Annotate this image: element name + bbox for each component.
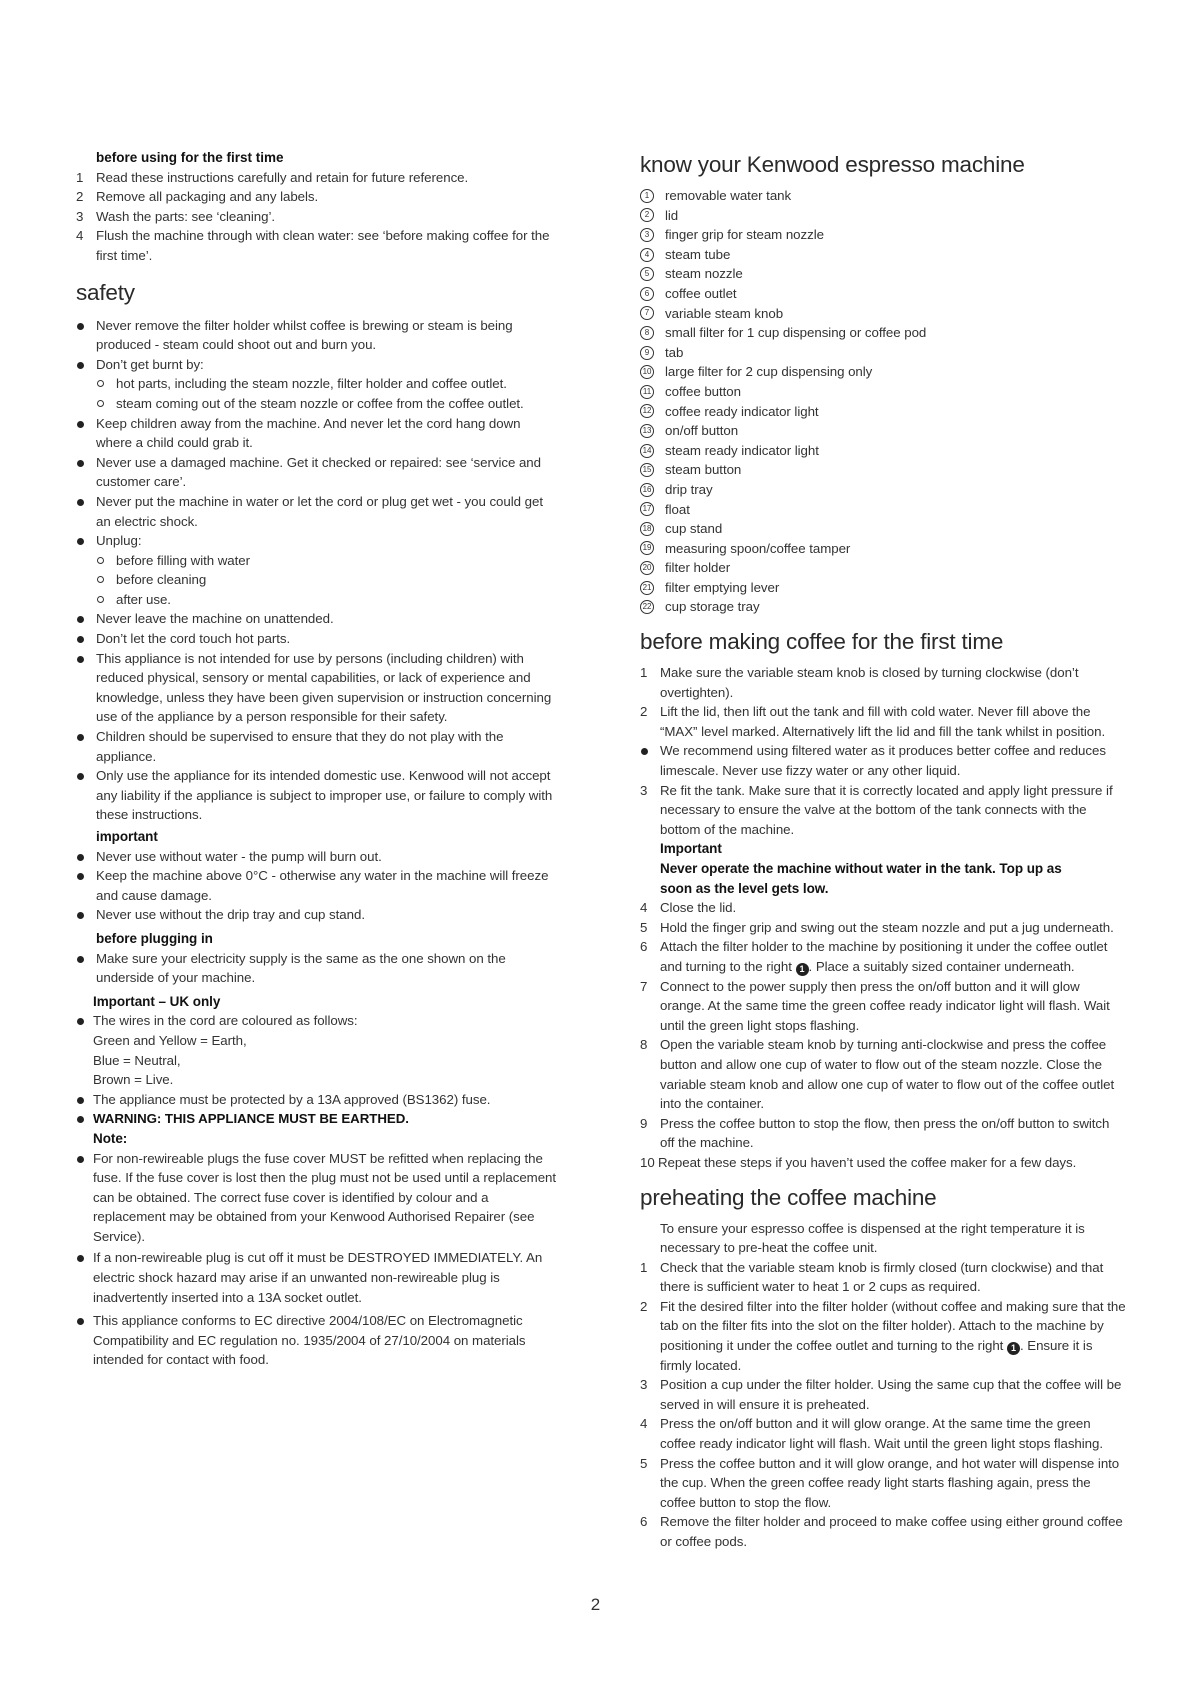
plugging-heading: before plugging in xyxy=(96,930,213,946)
part-label: steam ready indicator light xyxy=(665,442,819,458)
part-number: 9 xyxy=(640,346,654,360)
part-item xyxy=(640,597,1150,617)
part-item xyxy=(640,460,1150,480)
bullet: Unplug: xyxy=(76,531,586,551)
step: 7 Connect to the power supply then press the on/off button and it will glow orange. At the same time the green coffee ready indicator light will flash. Wait until the green light stops flashing. xyxy=(640,978,1110,1033)
part-label: on/off button xyxy=(665,423,739,439)
part-label: coffee button xyxy=(665,383,741,399)
part-number: 17 xyxy=(640,502,654,516)
important-text: Never operate the machine without water in the tank. Top up as soon as the level gets low. xyxy=(660,861,1062,896)
part-number: 10 xyxy=(640,365,654,379)
part-label: finger grip for steam nozzle xyxy=(665,227,824,243)
part-label: small filter for 1 cup dispensing or coffee pod xyxy=(665,325,927,341)
bullet: Make sure your electricity supply is the same as the one shown on the underside of your machine. xyxy=(76,949,586,988)
safety-list xyxy=(76,316,586,1370)
part-number: 15 xyxy=(640,463,654,477)
part-label: tab xyxy=(665,344,684,360)
part-number: 3 xyxy=(640,228,654,242)
safety-heading: safety xyxy=(76,279,135,305)
part-number: 18 xyxy=(640,522,654,536)
part-number: 6 xyxy=(640,287,654,301)
important-heading: Important xyxy=(660,841,722,857)
before-coffee-list xyxy=(640,663,1150,1172)
bullet: Don’t let the cord touch hot parts. xyxy=(76,629,586,649)
bullet: The wires in the cord are coloured as follows: Green and Yellow = Earth, Blue = Neutral, Brown = Live. xyxy=(76,1011,586,1089)
bullet: Never put the machine in water or let the cord or plug get wet - you could get an electric shock. xyxy=(76,492,586,531)
part-label: variable steam knob xyxy=(665,305,784,321)
bullet: This appliance conforms to EC directive 2004/108/EC on Electromagnetic Compatibility and EC regulation no. 1935/2004 of 27/10/2004 on materials intended for contact with food. xyxy=(76,1311,586,1370)
step: 3 Position a cup under the filter holder. Using the same cup that the coffee will be served in will ensure it is preheated. xyxy=(640,1377,1122,1412)
step: 2 Remove all packaging and any labels. xyxy=(76,189,319,205)
note-heading: Note: xyxy=(93,1130,128,1146)
right-column xyxy=(640,148,1150,1552)
part-number: 5 xyxy=(640,267,654,281)
step: 1 Check that the variable steam knob is firmly closed (turn clockwise) and that there is sufficient water to heat 1 or 2 cups as required. xyxy=(640,1259,1104,1295)
step: 4 Flush the machine through with clean water: see ‘before making coffee for the first time’. xyxy=(76,228,550,263)
part-item xyxy=(640,284,1150,304)
step: 1 Read these instructions carefully and retain for future reference. xyxy=(76,169,469,185)
parts-list xyxy=(640,186,1150,617)
bullet: Keep children away from the machine. And never let the cord hang down where a child could grab it. xyxy=(76,414,586,453)
bullet: Never use without water - the pump will burn out. xyxy=(76,847,586,867)
part-number: 16 xyxy=(640,483,654,497)
part-item xyxy=(640,519,1150,539)
part-item xyxy=(640,500,1150,520)
step: 6 Remove the filter holder and proceed to make coffee using either ground coffee or coffee pods. xyxy=(640,1514,1123,1549)
part-label: coffee ready indicator light xyxy=(665,403,819,419)
part-label: steam tube xyxy=(665,246,731,262)
part-number: 2 xyxy=(640,208,654,222)
part-label: lid xyxy=(665,207,679,223)
step-1-icon: 1 xyxy=(796,963,809,976)
uk-only-heading: Important – UK only xyxy=(93,993,221,1009)
part-label: measuring spoon/coffee tamper xyxy=(665,540,851,556)
step: 2 Fit the desired filter into the filter holder (without coffee and making sure that the tab on the filter fits into the slot on the filter holder). Attach to the machine by positioning it under the coffee outlet and turning to the right 1 . Ensure it is firmly located. xyxy=(640,1298,1126,1373)
part-label: large filter for 2 cup dispensing only xyxy=(665,364,873,380)
bullet: Never remove the filter holder whilst coffee is brewing or steam is being produced - steam could shoot out and burn you. xyxy=(76,316,586,355)
part-number: 12 xyxy=(640,404,654,418)
step: 8 Open the variable steam knob by turning anti-clockwise and press the coffee button and allow one cup of water to flow out of the steam nozzle. Close the variable steam knob and allow one cup of water to flow out of the coffee outlet into the container. xyxy=(640,1037,1115,1112)
part-number: 4 xyxy=(640,248,654,262)
sub-bullet: before cleaning xyxy=(76,570,586,590)
before-coffee-heading: before making coffee for the first time xyxy=(640,629,1004,655)
part-item xyxy=(640,578,1150,598)
important-heading: important xyxy=(96,829,158,844)
part-item xyxy=(640,323,1150,343)
bullet: The appliance must be protected by a 13A approved (BS1362) fuse. xyxy=(76,1090,586,1110)
bullet: This appliance is not intended for use by persons (including children) with reduced physical, sensory or mental capabilities, or lack of experience and knowledge, unless they have been given supervision or instruction concerning use of the appliance by a person responsible for their safety. xyxy=(76,649,586,727)
preheat-list xyxy=(640,1219,1150,1552)
part-item xyxy=(640,441,1150,461)
step: 5 Hold the finger grip and swing out the steam nozzle and put a jug underneath. xyxy=(640,919,1114,935)
sub-bullet: after use. xyxy=(76,590,586,610)
part-label: steam button xyxy=(665,462,742,478)
part-item xyxy=(640,539,1150,559)
preheat-heading: preheating the coffee machine xyxy=(640,1184,937,1210)
sub-bullet: steam coming out of the steam nozzle or coffee from the coffee outlet. xyxy=(76,394,586,414)
bullet: WARNING: THIS APPLIANCE MUST BE EARTHED. xyxy=(76,1109,586,1129)
step-1-icon: 1 xyxy=(1007,1342,1020,1355)
part-label: float xyxy=(665,501,690,517)
bullet: Never use without the drip tray and cup stand. xyxy=(76,905,586,925)
part-number: 21 xyxy=(640,581,654,595)
bullet: Don’t get burnt by: xyxy=(76,355,586,375)
part-item xyxy=(640,480,1150,500)
preheat-intro: To ensure your espresso coffee is dispensed at the right temperature it is necessary to pre-heat the coffee unit. xyxy=(660,1220,1085,1256)
part-label: drip tray xyxy=(665,481,713,497)
bullet: Never leave the machine on unattended. xyxy=(76,609,586,629)
part-item xyxy=(640,362,1150,382)
part-item xyxy=(640,558,1150,578)
part-item xyxy=(640,186,1150,206)
part-label: cup storage tray xyxy=(665,599,760,615)
first-time-heading: before using for the first time xyxy=(96,150,284,165)
part-number: 8 xyxy=(640,326,654,340)
bullet: If a non-rewireable plug is cut off it must be DESTROYED IMMEDIATELY. An electric shock hazard may arise if an unwanted non-rewireable plug is inadvertently inserted into a 13A socket outlet. xyxy=(76,1248,586,1307)
part-item xyxy=(640,382,1150,402)
bullet: Children should be supervised to ensure that they do not play with the appliance. xyxy=(76,727,586,766)
step: 9 Press the coffee button to stop the flow, then press the on/off button to switch off the machine. xyxy=(640,1115,1110,1151)
part-number: 22 xyxy=(640,600,654,614)
part-number: 20 xyxy=(640,561,654,575)
part-number: 1 xyxy=(640,189,654,203)
part-label: steam nozzle xyxy=(665,266,743,282)
left-column xyxy=(76,148,586,1370)
part-number: 13 xyxy=(640,424,654,438)
sub-bullet: hot parts, including the steam nozzle, filter holder and coffee outlet. xyxy=(76,374,586,394)
step: 10 Repeat these steps if you haven’t used the coffee maker for a few days. xyxy=(640,1154,1077,1170)
bullet: We recommend using filtered water as it produces better coffee and reduces limescale. Never use fizzy water or any other liquid. xyxy=(640,741,1150,780)
step: 5 Press the coffee button and it will glow orange, and hot water will dispense into the cup. When the green coffee ready light starts flashing again, press the coffee button to stop the flow. xyxy=(640,1455,1120,1510)
part-number: 14 xyxy=(640,444,654,458)
page-number: 2 xyxy=(590,1595,601,1614)
part-label: removable water tank xyxy=(665,188,792,203)
part-item xyxy=(640,264,1150,284)
bullet: Keep the machine above 0°C - otherwise any water in the machine will freeze and cause damage. xyxy=(76,866,586,905)
part-item xyxy=(640,402,1150,422)
sub-bullet: before filling with water xyxy=(76,551,586,571)
part-label: filter holder xyxy=(665,560,731,576)
part-item xyxy=(640,343,1150,363)
step: 2 Lift the lid, then lift out the tank and fill with cold water. Never fill above the “MAX” level marked. Alternatively lift the lid and fill the tank whilst in position. xyxy=(640,704,1106,739)
step: 4 Close the lid. xyxy=(640,900,737,916)
step: 4 Press the on/off button and it will glow orange. At the same time the green coffee ready indicator light will flash. Wait until the green light stops flashing. xyxy=(640,1416,1104,1452)
bullet: Only use the appliance for its intended domestic use. Kenwood will not accept any liability if the appliance is subject to improper use, or failure to comply with these instructions. xyxy=(76,766,586,825)
part-label: filter emptying lever xyxy=(665,579,780,595)
step: 6 Attach the filter holder to the machine by positioning it under the coffee outlet and turning to the right 1 . Place a suitably sized container underneath. xyxy=(640,939,1108,974)
step: 3 Wash the parts: see ‘cleaning’. xyxy=(76,208,276,224)
part-item xyxy=(640,421,1150,441)
part-label: cup stand xyxy=(665,521,723,537)
part-item xyxy=(640,206,1150,226)
part-number: 7 xyxy=(640,306,654,320)
part-item xyxy=(640,304,1150,324)
first-time-steps xyxy=(76,168,586,266)
part-item xyxy=(640,245,1150,265)
part-number: 11 xyxy=(640,385,654,399)
step: 3 Re fit the tank. Make sure that it is correctly located and apply light pressure if necessary to ensure the valve at the bottom of the tank connects with the bottom of the machine. xyxy=(640,782,1113,837)
part-label: coffee outlet xyxy=(665,285,737,301)
know-heading: know your Kenwood espresso machine xyxy=(640,152,1025,177)
bullet: Never use a damaged machine. Get it checked or repaired: see ‘service and customer care’. xyxy=(76,453,586,492)
bullet: For non-rewireable plugs the fuse cover MUST be refitted when replacing the fuse. If the fuse cover is lost then the plug must not be used until a replacement can be obtained. The correct fuse cover is identified by colour and a replacement may be obtained from your Kenwood Authorised Repairer (see Service). xyxy=(76,1149,586,1247)
part-item xyxy=(640,225,1150,245)
part-number: 19 xyxy=(640,541,654,555)
step: 1 Make sure the variable steam knob is closed by turning clockwise (don’t overtighten). xyxy=(640,665,1079,700)
